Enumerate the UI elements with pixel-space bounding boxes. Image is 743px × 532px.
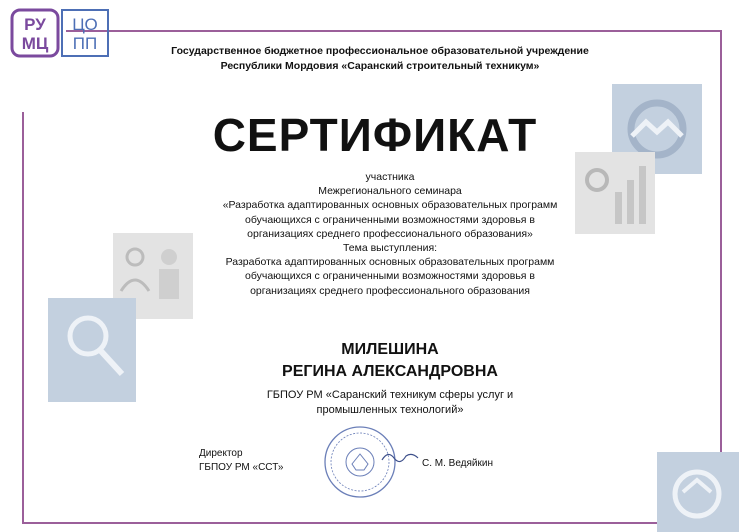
frame-top — [66, 30, 722, 32]
frame-left — [22, 112, 24, 524]
institution-header — [110, 44, 650, 74]
body-line-7: Разработка адаптированных основных образовательных программ — [225, 256, 555, 269]
signer-name: С. М. Ведяйкин — [422, 458, 493, 469]
body-line-2: Межрегионального семинара — [318, 185, 462, 198]
logo-left-top: РУ — [24, 15, 46, 34]
frame-bottom — [22, 522, 722, 524]
director-signature — [380, 448, 420, 464]
logo-left-bottom: МЦ — [21, 34, 49, 53]
rumc-cpp-logo — [10, 8, 110, 58]
body-line-5: организациях среднего профессионального образования» — [247, 227, 533, 240]
brain-tile-icon — [657, 452, 739, 532]
header-line-1: Государственное бюджетное профессиональное образовательной учреждение — [171, 45, 589, 57]
logo-right-top: ЦО — [72, 15, 98, 34]
body-line-3: «Разработка адаптированных основных образовательных программ — [222, 199, 558, 212]
recipient-given-names: РЕГИНА АЛЕКСАНДРОВНА — [282, 363, 498, 380]
organization-line-1: ГБПОУ РМ «Саранский техникум сферы услуг и — [266, 389, 514, 401]
body-line-6: Тема выступления: — [342, 242, 438, 255]
certificate-title: СЕРТИФИКАТ — [212, 109, 538, 161]
recipient-surname: МИЛЕШИНА — [341, 341, 439, 358]
magnifier-tile-icon — [48, 298, 136, 402]
header-line-2: Республики Мордовия «Саранский строительный техникум» — [220, 60, 540, 72]
director-org: ГБПОУ РМ «ССТ» — [199, 462, 284, 473]
director-block — [199, 447, 283, 475]
body-line-9: организациях среднего профессионального образования — [250, 284, 530, 297]
body-line-1: участника — [365, 171, 415, 183]
body-line-8: обучающихся с ограниченными возможностями здоровья в — [245, 270, 535, 283]
recipient-name — [240, 339, 540, 383]
frame-right — [720, 30, 722, 520]
director-role: Директор — [199, 448, 243, 459]
organization-line-2: промышленных технологий» — [316, 403, 464, 416]
certificate-body — [190, 170, 590, 298]
body-line-4: обучающихся с ограниченными возможностями здоровья в — [245, 213, 535, 226]
logo-right-bottom: ПП — [72, 34, 98, 53]
recipient-organization — [230, 388, 550, 417]
